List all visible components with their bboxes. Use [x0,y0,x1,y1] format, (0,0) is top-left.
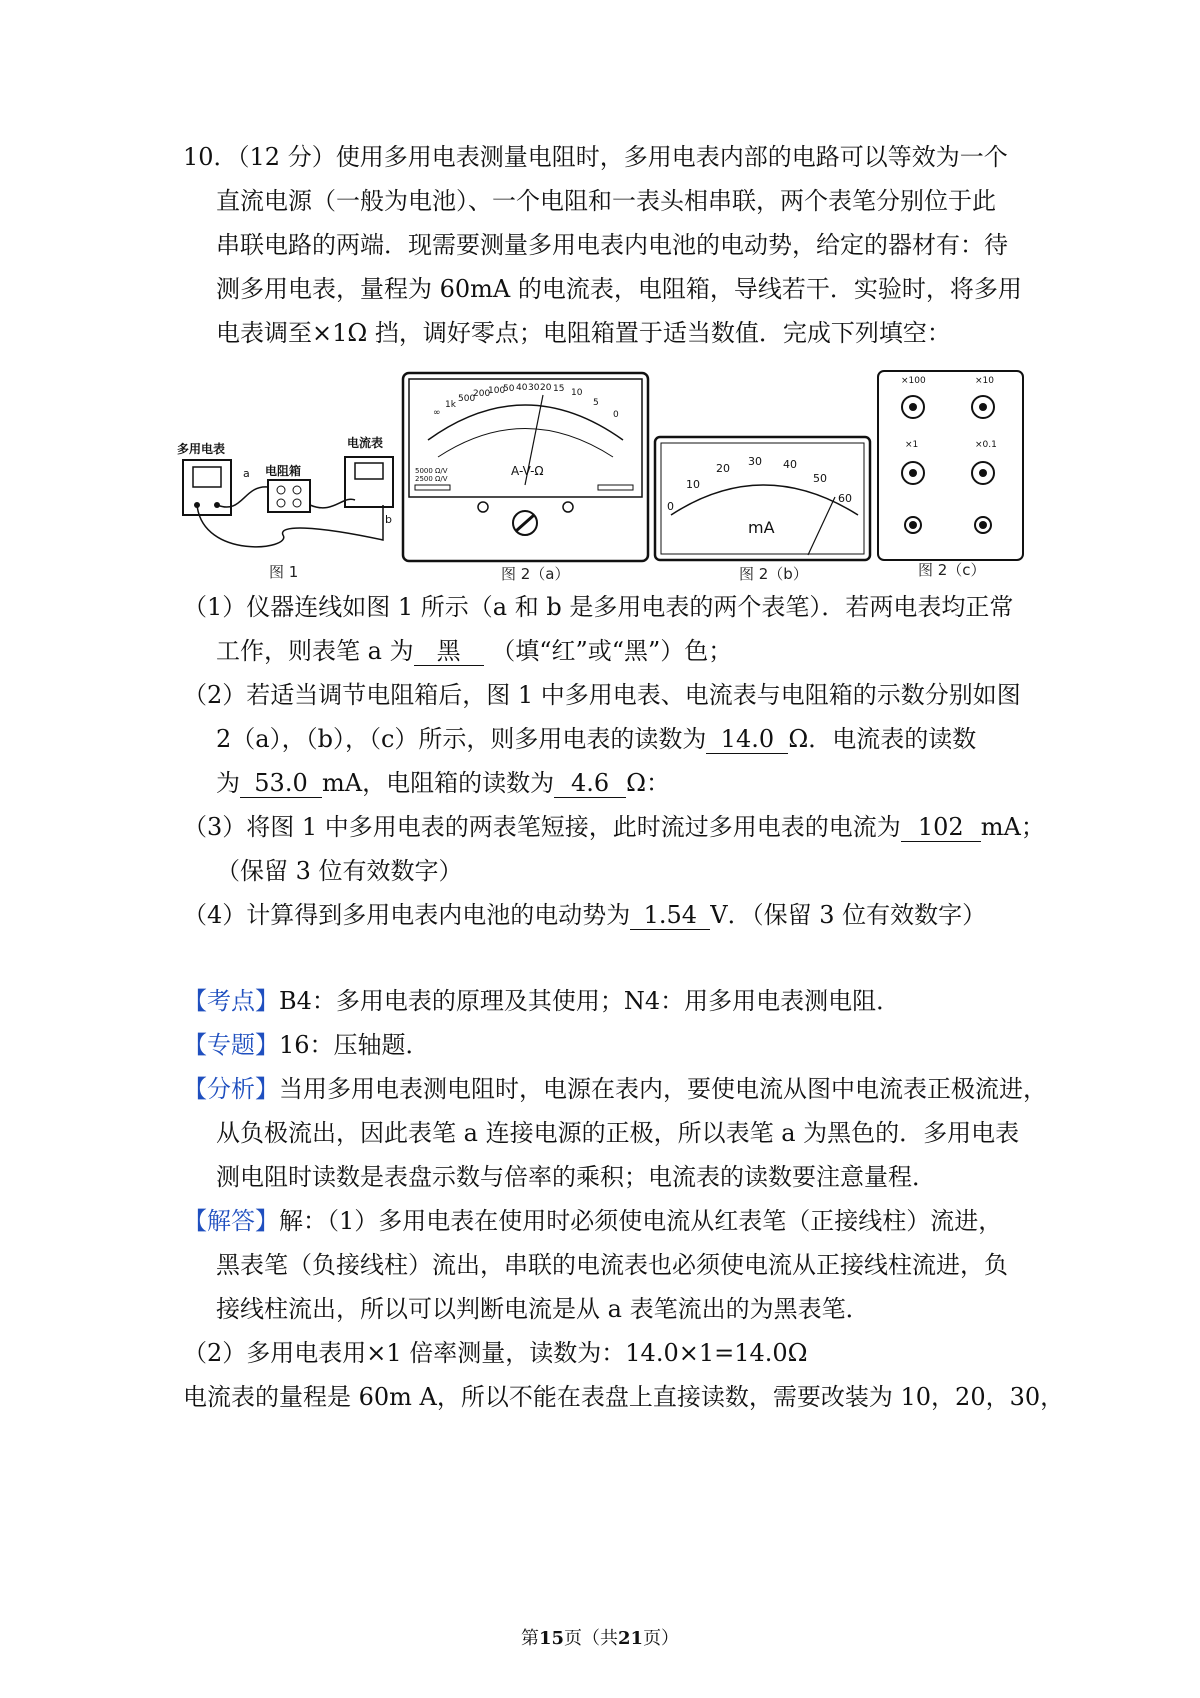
figure-2c [878,371,1023,579]
svg-text:50: 50 [813,472,827,485]
svg-text:0: 0 [667,500,674,513]
blank-q2-1: 14.0 [706,725,788,754]
fenxi-tag: 【分析】 [183,1075,279,1103]
svg-text:40: 40 [516,383,528,393]
question-line-5: 电表调至×1Ω 挡，调好零点；电阻箱置于适当数值．完成下列填空： [216,319,951,347]
figures [177,376,1123,600]
svg-text:30: 30 [528,383,540,393]
kaodian-tag: 【考点】 [183,987,279,1015]
jieda-line-3: 接线柱流出，所以可以判断电流是从 a 表笔流出的为黑表笔． [216,1295,870,1323]
figure-2b [655,437,870,583]
fenxi-line-2: 从负极流出，因此表笔 a 连接电源的正极，所以表笔 a 为黑色的．多用电表 [216,1119,1020,1147]
figure-2a [403,373,648,583]
svg-text:60: 60 [838,492,852,505]
jieda-line-1: 【解答】解：（1）多用电表在使用时必须使电流从红表笔（正接线柱）流进， [183,1207,1003,1235]
svg-text:5000 Ω/V: 5000 Ω/V [415,467,448,475]
blank-q1: 黑 [414,637,484,666]
fig2a-caption: 图 2（a） [501,565,570,583]
svg-text:×1: ×1 [905,440,919,450]
answer-3: （3）将图 1 中多用电表的两表笔短接，此时流过多用电表的电流为 102 mA； [183,813,1045,841]
blank-q2-3: 4.6 [554,769,626,798]
fig2b-caption: 图 2（b） [739,565,808,583]
question-line-2: 直流电源（一般为电池）、一个电阻和一表头相串联，两个表笔分别位于此 [216,187,996,215]
svg-text:0: 0 [613,410,619,420]
question-line-4: 测多用电表，量程为 60mA 的电流表，电阻箱，导线若干．实验时，将多用 [216,275,1022,303]
page-number: 15 [538,1628,564,1649]
fig1-label-multimeter: 多用电表 [177,442,226,456]
svg-text:200: 200 [473,389,491,399]
jieda-line-2: 黑表笔（负接线柱）流出，串联的电流表也必须使电流从正接线柱流进，负 [216,1251,1008,1279]
page-total: 21 [618,1628,644,1649]
step2-line: （2）多用电表用×1 倍率测量，读数为：14.0×1=14.0Ω [183,1339,808,1367]
answer-2b: 2（a），（b），（c）所示，则多用电表的读数为 14.0 Ω．电流表的读数 [216,725,977,753]
question-line-1: 10．（12 分）使用多用电表测量电阻时，多用电表内部的电路可以等效为一个 [183,143,1008,171]
blank-q4: 1.54 [630,901,710,930]
fig1-caption: 图 1 [269,563,299,581]
zhuanti-line: 【专题】16：压轴题． [183,1031,430,1059]
question-line-3: 串联电路的两端．现需要测量多用电表内电池的电动势，给定的器材有：待 [216,231,1008,259]
answer-2a: （2）若适当调节电阻箱后，图 1 中多用电表、电流表与电阻箱的示数分别如图 [183,681,1021,709]
answer-1a: （1）仪器连线如图 1 所示（a 和 b 是多用电表的两个表笔）．若两电表均正常 [183,593,1014,621]
zhuanti-tag: 【专题】 [183,1031,279,1059]
fig1-label-b: b [385,513,392,526]
blank-q3: 102 [901,813,981,842]
svg-text:500: 500 [458,394,476,404]
fig1-label-a: a [243,467,250,480]
answer-4: （4）计算得到多用电表内电池的电动势为 1.54 V．（保留 3 位有效数字） [183,901,987,929]
svg-text:1k: 1k [445,400,456,410]
svg-text:×10: ×10 [975,376,994,386]
svg-text:20: 20 [540,383,552,393]
ammeter-unit: mA [748,518,775,537]
figure-1 [177,435,393,581]
answer-3-note: （保留 3 位有效数字） [216,857,463,885]
jieda-tag: 【解答】 [183,1207,279,1235]
fig2c-caption: 图 2（c） [918,561,986,579]
svg-text:2500 Ω/V: 2500 Ω/V [415,475,448,483]
svg-text:30: 30 [748,455,762,468]
page-footer: 第15页（共21页） [520,1628,680,1649]
fig1-label-ammeter: 电流表 [347,436,384,450]
multimeter-center-text: A-V-Ω [511,464,544,478]
svg-text:×100: ×100 [901,376,926,386]
svg-text:10: 10 [686,478,700,491]
svg-text:15: 15 [553,384,565,394]
fenxi-line-3: 测电阻时读数是表盘示数与倍率的乘积；电流表的读数要注意量程． [216,1163,936,1191]
step2b-line: 电流表的量程是 60m A，所以不能在表盘上直接读数，需要改装为 10，20，30， [183,1383,1065,1411]
blank-q2-2: 53.0 [240,769,322,798]
ammeter-needle [808,497,835,555]
fenxi-line-1: 【分析】当用多用电表测电阻时，电源在表内，要使电流从图中电流表正极流进， [183,1075,1047,1103]
svg-text:10: 10 [571,388,583,398]
resistor-box-panel [878,371,1023,560]
svg-text:5: 5 [593,398,599,408]
svg-text:100: 100 [488,386,506,396]
svg-text:20: 20 [716,462,730,475]
svg-text:∞: ∞ [433,408,441,418]
answer-1b: 工作，则表笔 a 为 黑 （填“红”或“黑”）色； [216,637,733,665]
answer-2c: 为 53.0 mA，电阻箱的读数为 4.6 Ω： [216,769,670,797]
svg-text:50: 50 [503,384,515,394]
fig1-label-resistor-box: 电阻箱 [265,464,302,478]
fig1-resistor-box [268,480,310,512]
svg-text:×0.1: ×0.1 [975,440,997,450]
kaodian-line: 【考点】B4：多用电表的原理及其使用；N4：用多用电表测电阻． [183,987,901,1015]
svg-text:40: 40 [783,458,797,471]
